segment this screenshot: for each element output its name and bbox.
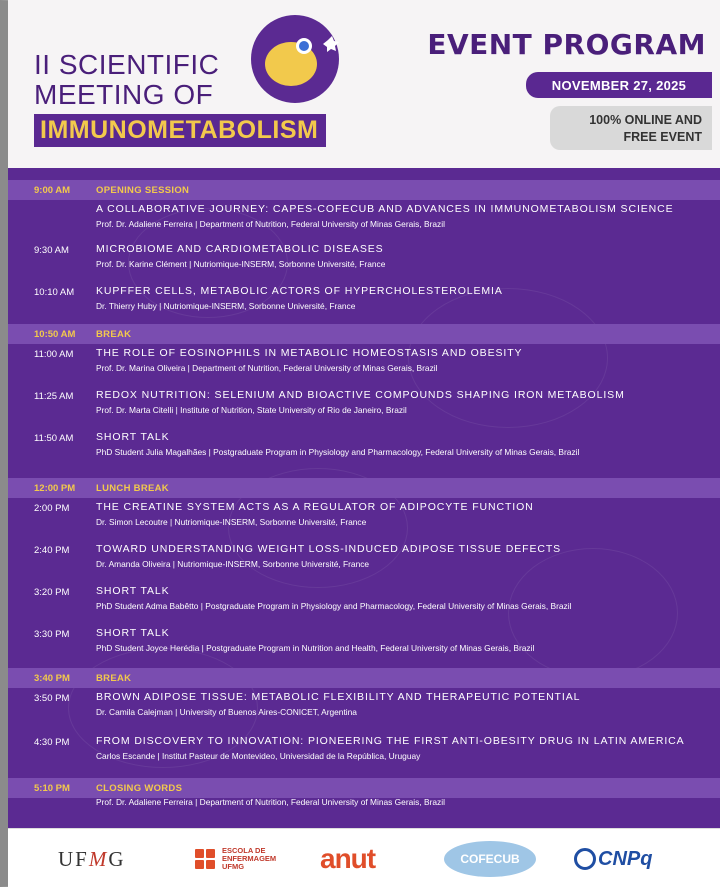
talk-time: 4:30 PM bbox=[34, 737, 70, 748]
session-time: 3:40 PM bbox=[34, 672, 70, 684]
talk-row bbox=[8, 626, 720, 666]
talk-row bbox=[8, 430, 720, 470]
ufmg-logo-text: UF bbox=[58, 846, 89, 871]
talk-speaker: PhD Student Adma Babêtto | Postgraduate Program in Physiology and Pharmacology, Federal University of Minas Gerais, Brazil bbox=[96, 601, 572, 611]
talk-row bbox=[8, 796, 720, 828]
online-line-1: 100% ONLINE AND bbox=[589, 113, 702, 127]
talk-row bbox=[8, 242, 720, 282]
title-line-2: MEETING OF bbox=[34, 79, 214, 110]
talk-title: SHORT TALK bbox=[96, 627, 170, 639]
ufmg-logo-text: M bbox=[88, 846, 109, 871]
talk-title: BROWN ADIPOSE TISSUE: METABOLIC FLEXIBILITY AND THERAPEUTIC POTENTIAL bbox=[96, 691, 581, 703]
break-row bbox=[8, 668, 720, 688]
program-schedule bbox=[8, 168, 720, 828]
break-row bbox=[8, 180, 720, 200]
talk-row bbox=[8, 388, 720, 428]
talk-row bbox=[8, 690, 720, 730]
talk-speaker: Dr. Thierry Huby | Nutriomique-INSERM, Sorbonne Université, France bbox=[96, 301, 356, 311]
talk-time: 10:10 AM bbox=[34, 287, 75, 298]
cnpq-circle-icon bbox=[574, 848, 596, 870]
event-title-block bbox=[34, 50, 326, 147]
escola-text bbox=[222, 847, 276, 871]
talk-time: 9:30 AM bbox=[34, 245, 69, 256]
escola-line-3: UFMG bbox=[222, 862, 245, 871]
escola-enfermagem-logo bbox=[194, 841, 276, 877]
talk-speaker: Dr. Amanda Oliveira | Nutriomique-INSERM, Sorbonne Université, France bbox=[96, 559, 370, 569]
cnpq-text: CNPq bbox=[598, 847, 653, 870]
session-time: 12:00 PM bbox=[34, 482, 76, 494]
talk-time: 11:00 AM bbox=[34, 349, 74, 360]
talk-speaker: Prof. Dr. Marta Citelli | Institute of Nutrition, State University of Rio de Janeiro, Brazil bbox=[96, 405, 407, 415]
date-badge: NOVEMBER 27, 2025 bbox=[526, 72, 712, 98]
online-free-badge bbox=[550, 106, 712, 150]
break-label: LUNCH BREAK bbox=[96, 482, 169, 494]
talk-title: SHORT TALK bbox=[96, 585, 170, 597]
talk-row bbox=[8, 542, 720, 582]
cofecub-logo: COFECUB bbox=[444, 841, 536, 877]
break-row bbox=[8, 478, 720, 498]
talk-row bbox=[8, 284, 720, 324]
ufmg-logo bbox=[58, 841, 126, 877]
talk-title: THE CREATINE SYSTEM ACTS AS A REGULATOR OF ADIPOCYTE FUNCTION bbox=[96, 501, 534, 513]
talk-title: KUPFFER CELLS, METABOLIC ACTORS OF HYPERCHOLESTEROLEMIA bbox=[96, 285, 503, 297]
talk-title: FROM DISCOVERY TO INNOVATION: PIONEERING THE FIRST ANTI-OBESITY DRUG IN LATIN AMERICA bbox=[96, 735, 685, 747]
talk-row bbox=[8, 584, 720, 624]
break-row bbox=[8, 778, 720, 798]
talk-speaker: Dr. Simon Lecoutre | Nutriomique-INSERM, Sorbonne Université, France bbox=[96, 517, 367, 527]
session-time: 10:50 AM bbox=[34, 328, 76, 340]
header bbox=[8, 0, 720, 168]
talk-speaker: Prof. Dr. Marina Oliveira | Department of Nutrition, Federal University of Minas Gerais, Brazil bbox=[96, 363, 438, 373]
talk-speaker: Prof. Dr. Karine Clément | Nutriomique-INSERM, Sorbonne Université, France bbox=[96, 259, 386, 269]
title-line-3: IMMUNOMETABOLISM bbox=[34, 114, 326, 147]
escola-line-1: ESCOLA DE bbox=[222, 846, 266, 855]
talk-time: 3:20 PM bbox=[34, 587, 70, 598]
talk-speaker: Prof. Dr. Adaliene Ferreira | Department of Nutrition, Federal University of Minas Gerais, Brazil bbox=[96, 797, 445, 807]
break-label: CLOSING WORDS bbox=[96, 782, 183, 794]
talk-time: 11:50 AM bbox=[34, 433, 74, 444]
talk-row bbox=[8, 500, 720, 540]
talk-time: 3:30 PM bbox=[34, 629, 70, 640]
escola-squares-icon bbox=[194, 848, 218, 870]
talk-time: 3:50 PM bbox=[34, 693, 70, 704]
talk-speaker: Prof. Dr. Adaliene Ferreira | Department of Nutrition, Federal University of Minas Gerais, Brazil bbox=[96, 219, 445, 229]
talk-title: REDOX NUTRITION: SELENIUM AND BIOACTIVE COMPOUNDS SHAPING IRON METABOLISM bbox=[96, 389, 625, 401]
title-line-1: II SCIENTIFIC bbox=[34, 49, 220, 80]
ufmg-logo-text: G bbox=[108, 846, 126, 871]
talk-time: 2:40 PM bbox=[34, 545, 70, 556]
session-time: 5:10 PM bbox=[34, 782, 70, 794]
talk-speaker: PhD Student Julia Magalhães | Postgraduate Program in Physiology and Pharmacology, Federal University of Minas Gerais, Brazil bbox=[96, 447, 580, 457]
talk-row bbox=[8, 734, 720, 774]
cnpq-logo bbox=[574, 841, 652, 877]
talk-time: 2:00 PM bbox=[34, 503, 70, 514]
talk-speaker: PhD Student Joyce Herédia | Postgraduate Program in Nutrition and Health, Federal University of Minas Gerais, Brazil bbox=[96, 643, 535, 653]
talk-row bbox=[8, 202, 720, 242]
talk-title: SHORT TALK bbox=[96, 431, 170, 443]
talk-title: THE ROLE OF EOSINOPHILS IN METABOLIC HOMEOSTASIS AND OBESITY bbox=[96, 347, 523, 359]
talk-title: A COLLABORATIVE JOURNEY: CAPES-COFECUB AND ADVANCES IN IMMUNOMETABOLISM SCIENCE bbox=[96, 203, 674, 215]
event-program-heading: EVENT PROGRAM bbox=[427, 28, 706, 61]
break-row bbox=[8, 324, 720, 344]
talk-speaker: Carlos Escande | Institut Pasteur de Montevideo, Universidad de la República, Uruguay bbox=[96, 751, 421, 761]
session-time: 9:00 AM bbox=[34, 184, 71, 196]
talk-time: 11:25 AM bbox=[34, 391, 74, 402]
talk-speaker: Dr. Camila Calejman | University of Buenos Aires-CONICET, Argentina bbox=[96, 707, 357, 717]
break-label: BREAK bbox=[96, 672, 132, 684]
talk-title: TOWARD UNDERSTANDING WEIGHT LOSS-INDUCED ADIPOSE TISSUE DEFECTS bbox=[96, 543, 562, 555]
talk-row bbox=[8, 346, 720, 386]
break-label: BREAK bbox=[96, 328, 132, 340]
footer-logos bbox=[8, 828, 720, 887]
talk-title: MICROBIOME AND CARDIOMETABOLIC DISEASES bbox=[96, 243, 384, 255]
break-label: OPENING SESSION bbox=[96, 184, 190, 196]
online-line-2: FREE EVENT bbox=[623, 130, 702, 144]
escola-line-2: ENFERMAGEM bbox=[222, 854, 277, 863]
anut-logo: anut bbox=[320, 843, 376, 874]
